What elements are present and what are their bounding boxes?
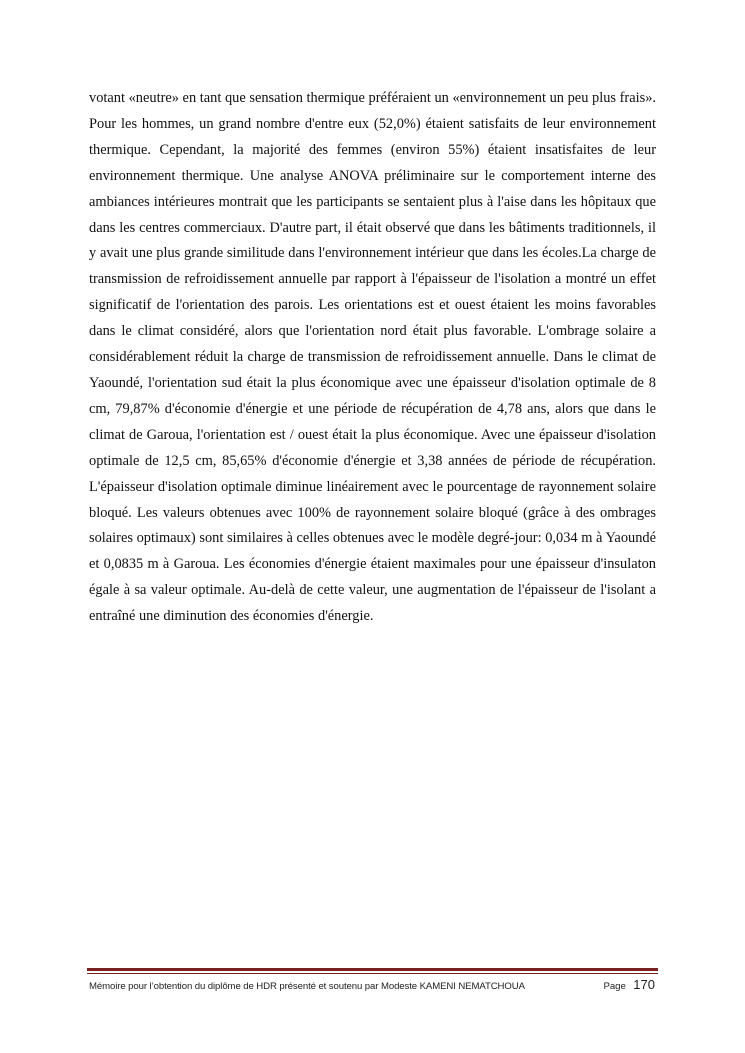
footer-text: Mémoire pour l’obtention du diplôme de HDR présenté et soutenu par Modeste KAMENI NEMATCHOUA (89, 981, 525, 992)
body-paragraph: votant «neutre» en tant que sensation thermique préféraient un «environnement un peu plus frais». Pour les hommes, un grand nombre d'entre eux (52,0%) étaient satisfaits de leur environnement thermique. Cependant, la majorité des femmes (environ 55%) étaient insatisfaites de leur environnement thermique. Une analyse ANOVA préliminaire sur le comportement interne des ambiances intérieures montrait que les participants se sentaient plus à l'aise dans les hôpitaux que dans les centres commerciaux. D'autre part, il était observé que dans les bâtiments traditionnels, il y avait une plus grande similitude dans l'environnement intérieur que dans les écoles.La charge de transmission de refroidissement annuelle par rapport à l'épaisseur de l'isolation a montré un effet significatif de l'orientation des parois. Les orientations est et ouest étaient les moins favorables dans le climat considéré, alors que l'orientation nord était plus favorable. L'ombrage solaire a considérablement réduit la charge de transmission de refroidissement annuelle. Dans le climat de Yaoundé, l'orientation sud était la plus économique avec une épaisseur d'isolation optimale de 8 cm, 79,87% d'économie d'énergie et une période de récupération de 4,78 ans, alors que dans le climat de Garoua, l'orientation est / ouest était la plus économique. Avec une épaisseur d'isolation optimale de 12,5 cm, 85,65% d'économie d'énergie et 3,38 années de période de récupération. L'épaisseur d'isolation optimale diminue linéairement avec le pourcentage de rayonnement solaire bloqué. Les valeurs obtenues avec 100% de rayonnement solaire bloqué (grâce à des ombrages solaires optimaux) sont similaires à celles obtenues avec le modèle degré-jour: 0,034 m à Yaoundé et 0,0835 m à Garoua. Les économies d'énergie étaient maximales pour une épaisseur d'insulaton égale à sa valeur optimale. Au-delà de cette valeur, une augmentation de l'épaisseur de l'isolant a entraîné une diminution des économies d'énergie. (89, 90, 656, 625)
footer-rule-thick (87, 968, 658, 971)
footer-page-indicator (603, 976, 655, 994)
page-footer (89, 976, 658, 994)
page-number: 170 (633, 977, 655, 992)
page-label: Page (603, 981, 626, 992)
footer-rule-thin (87, 973, 658, 974)
